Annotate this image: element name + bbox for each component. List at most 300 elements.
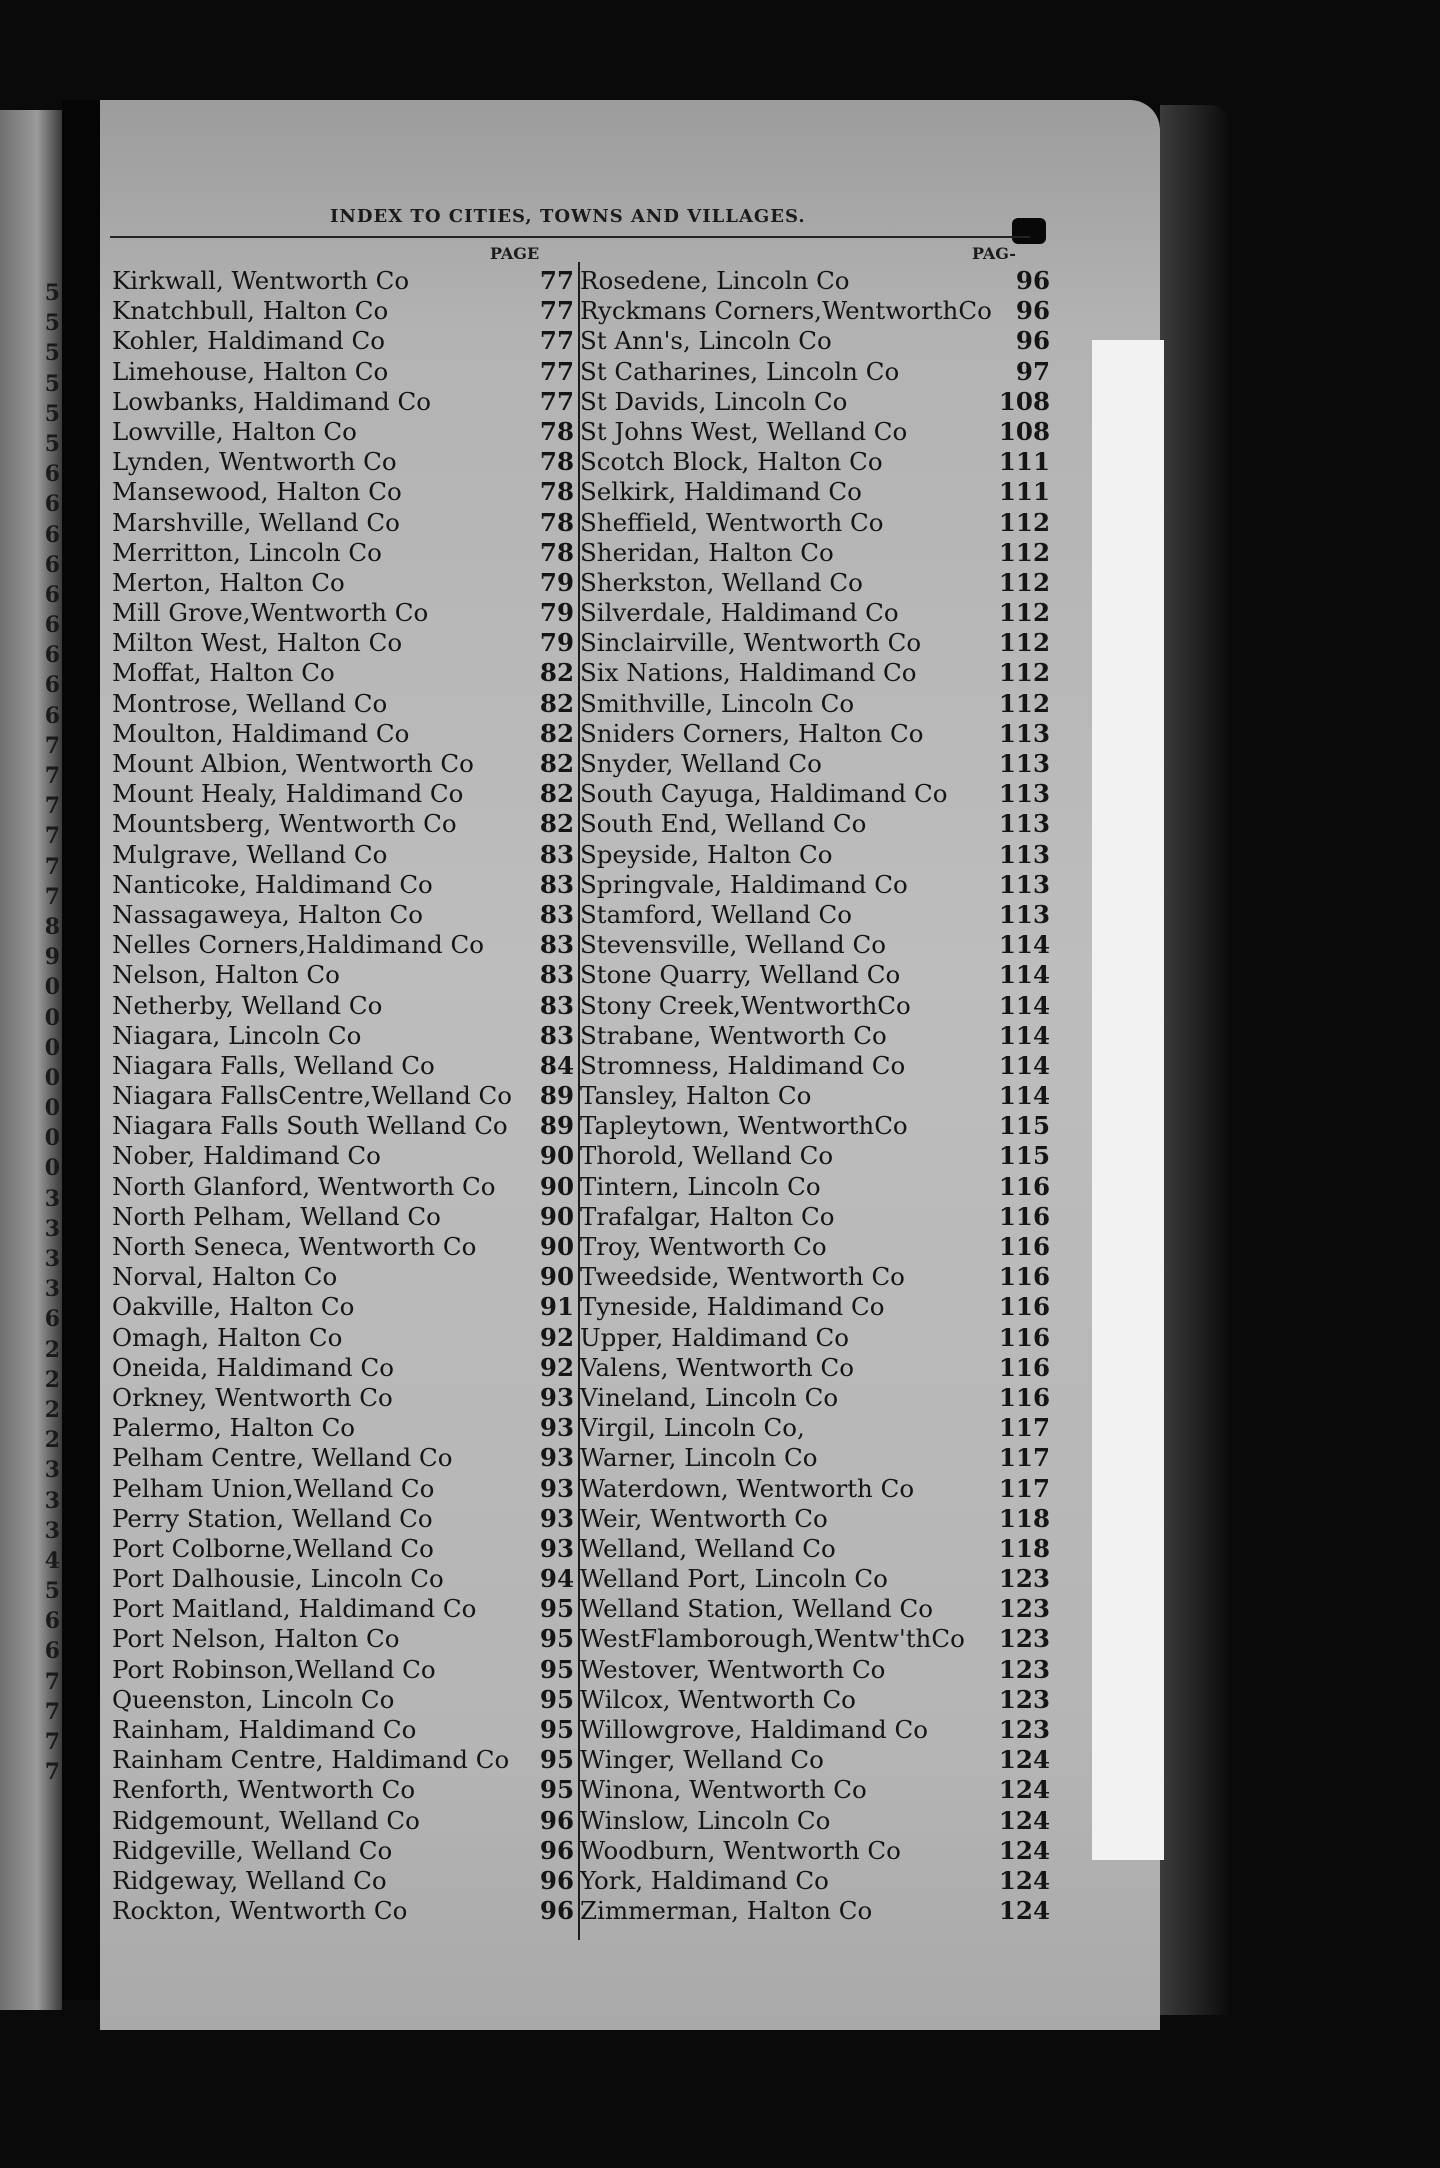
place-name: Lynden, Wentworth Co — [112, 447, 397, 477]
index-entry — [112, 1141, 574, 1171]
place-name: Perry Station, Welland Co — [112, 1503, 433, 1533]
page-number: 77 — [539, 326, 574, 356]
page-number: 113 — [998, 869, 1050, 899]
index-entry — [112, 1202, 574, 1232]
margin-number: 2 — [44, 1427, 60, 1454]
page-number: 108 — [998, 416, 1050, 446]
header-rule — [110, 236, 1030, 238]
page-number: 114 — [998, 990, 1050, 1020]
page-number: 96 — [539, 1805, 574, 1835]
place-name: Omagh, Halton Co — [112, 1322, 343, 1352]
place-name: Nelson, Halton Co — [112, 960, 340, 990]
place-name: Tweedside, Wentworth Co — [580, 1262, 905, 1292]
index-entry — [580, 1866, 1050, 1896]
place-name: Norval, Halton Co — [112, 1262, 338, 1292]
margin-number: 3 — [44, 1457, 60, 1484]
index-entry — [580, 1232, 1050, 1262]
margin-number: 3 — [44, 1185, 60, 1212]
page-number: 79 — [539, 598, 574, 628]
index-entry — [580, 1323, 1050, 1353]
place-name: Woodburn, Wentworth Co — [580, 1835, 901, 1865]
index-entry — [580, 1806, 1050, 1836]
index-entry — [580, 266, 1050, 296]
place-name: Waterdown, Wentworth Co — [580, 1473, 915, 1503]
margin-number: 2 — [44, 1366, 60, 1393]
index-entry — [112, 1413, 574, 1443]
page-number: 77 — [539, 386, 574, 416]
place-name: Welland Port, Lincoln Co — [580, 1564, 888, 1594]
place-name: St Davids, Lincoln Co — [580, 386, 848, 416]
index-entry — [580, 1745, 1050, 1775]
place-name: St Ann's, Lincoln Co — [580, 326, 832, 356]
index-entry — [112, 628, 574, 658]
place-name: Port Colborne,Welland Co — [112, 1533, 434, 1563]
place-name: Pelham Union,Welland Co — [112, 1473, 435, 1503]
page-number: 82 — [539, 688, 574, 718]
margin-number: 0 — [44, 1125, 60, 1152]
place-name: Nanticoke, Haldimand Co — [112, 869, 433, 899]
place-name: Nelles Corners,Haldimand Co — [112, 930, 484, 960]
margin-number: 7 — [44, 1668, 60, 1695]
place-name: Rainham Centre, Haldimand Co — [112, 1745, 510, 1775]
place-name: St Catharines, Lincoln Co — [580, 356, 900, 386]
index-entry — [112, 1051, 574, 1081]
index-entry — [112, 809, 574, 839]
margin-number: 9 — [44, 944, 60, 971]
index-entry — [112, 1745, 574, 1775]
place-name: Port Robinson,Welland Co — [112, 1654, 436, 1684]
margin-number: 0 — [44, 1034, 60, 1061]
place-name: Vineland, Lincoln Co — [580, 1382, 839, 1412]
place-name: Netherby, Welland Co — [112, 990, 383, 1020]
index-entry — [112, 1866, 574, 1896]
page-title: INDEX TO CITIES, TOWNS AND VILLAGES. — [330, 206, 806, 227]
place-name: Tansley, Halton Co — [580, 1081, 812, 1111]
index-entry — [580, 628, 1050, 658]
page-number: 93 — [539, 1473, 574, 1503]
page-number: 115 — [998, 1111, 1050, 1141]
index-entry — [112, 1806, 574, 1836]
page-edge-shadow — [1160, 105, 1230, 2015]
page-number: 96 — [539, 1896, 574, 1926]
place-name: Scotch Block, Halton Co — [580, 447, 883, 477]
place-name: Warner, Lincoln Co — [580, 1443, 818, 1473]
place-name: Westover, Wentworth Co — [580, 1654, 886, 1684]
page-number: 83 — [539, 839, 574, 869]
page-number: 89 — [539, 1081, 574, 1111]
margin-number: 6 — [44, 521, 60, 548]
page-number: 116 — [998, 1292, 1050, 1322]
place-name: Merritton, Lincoln Co — [112, 537, 382, 567]
index-entry — [112, 266, 574, 296]
margin-number: 5 — [44, 280, 60, 306]
page-number: 82 — [539, 658, 574, 688]
page-number: 90 — [539, 1141, 574, 1171]
margin-number: 6 — [44, 581, 60, 608]
margin-number: 2 — [44, 1396, 60, 1423]
place-name: St Johns West, Welland Co — [580, 416, 908, 446]
index-entry — [112, 417, 574, 447]
index-entry — [580, 1292, 1050, 1322]
place-name: Troy, Wentworth Co — [580, 1232, 827, 1261]
margin-number: 5 — [44, 340, 60, 367]
page-number: 82 — [539, 718, 574, 748]
place-name: Zimmerman, Halton Co — [580, 1896, 873, 1926]
index-entry — [112, 749, 574, 779]
page-number: 108 — [998, 386, 1050, 416]
margin-number: 7 — [44, 732, 60, 759]
page-number: 95 — [539, 1745, 574, 1775]
place-name: Oakville, Halton Co — [112, 1292, 355, 1322]
place-name: Niagara Falls, Welland Co — [112, 1050, 435, 1080]
page-number: 111 — [998, 447, 1050, 477]
page-number: 79 — [539, 567, 574, 597]
margin-number: 7 — [44, 1729, 60, 1755]
place-name: Stone Quarry, Welland Co — [580, 960, 901, 990]
index-column-left — [112, 266, 574, 1926]
page-number: 95 — [539, 1654, 574, 1684]
index-entry — [112, 1262, 574, 1292]
margin-number: 4 — [44, 1547, 60, 1574]
index-entry — [580, 749, 1050, 779]
index-entry — [580, 1594, 1050, 1624]
place-name: Kohler, Haldimand Co — [112, 326, 386, 356]
index-entry — [112, 991, 574, 1021]
page-number: 82 — [539, 749, 574, 778]
place-name: Kirkwall, Wentworth Co — [112, 266, 410, 295]
page-number: 117 — [998, 1473, 1050, 1503]
index-entry — [112, 1624, 574, 1654]
place-name: Oneida, Haldimand Co — [112, 1352, 394, 1382]
page-number: 116 — [998, 1322, 1050, 1352]
place-name: Silverdale, Haldimand Co — [580, 598, 899, 628]
page-number: 78 — [539, 447, 574, 477]
page-number: 112 — [998, 688, 1050, 718]
place-name: Rainham, Haldimand Co — [112, 1715, 417, 1744]
index-entry — [112, 477, 574, 507]
page-number: 116 — [998, 1262, 1050, 1292]
margin-number: 7 — [44, 1698, 60, 1725]
page-number: 117 — [998, 1443, 1050, 1473]
page-number: 95 — [539, 1684, 574, 1714]
page-number: 123 — [998, 1654, 1050, 1684]
index-entry — [112, 1292, 574, 1322]
place-name: Winger, Welland Co — [580, 1745, 824, 1775]
margin-number: 0 — [44, 1095, 60, 1122]
margin-number: 3 — [44, 1517, 60, 1544]
place-name: Rockton, Wentworth Co — [112, 1896, 408, 1926]
place-name: Trafalgar, Halton Co — [580, 1201, 835, 1231]
index-entry — [580, 658, 1050, 688]
index-entry — [112, 1715, 574, 1745]
page-number: 83 — [539, 899, 574, 929]
index-entry — [112, 447, 574, 477]
place-name: Moffat, Halton Co — [112, 658, 335, 688]
margin-number: 7 — [44, 823, 60, 850]
page-number: 83 — [539, 990, 574, 1020]
page-number: 78 — [539, 477, 574, 507]
place-name: Knatchbull, Halton Co — [112, 296, 389, 326]
page-number: 113 — [998, 718, 1050, 748]
page-column-heading-left: PAGE — [490, 244, 540, 263]
margin-number: 6 — [44, 461, 60, 488]
page-number: 78 — [539, 507, 574, 537]
place-name: Stromness, Haldimand Co — [580, 1050, 906, 1080]
index-column-right — [580, 266, 1050, 1926]
place-name: Winslow, Lincoln Co — [580, 1805, 831, 1835]
page-number: 83 — [539, 960, 574, 990]
page-number: 89 — [539, 1111, 574, 1141]
index-entry — [580, 447, 1050, 477]
place-name: Tyneside, Haldimand Co — [580, 1292, 885, 1322]
index-entry — [112, 1474, 574, 1504]
page-number: 113 — [998, 779, 1050, 809]
page-number: 116 — [998, 1382, 1050, 1412]
index-entry — [580, 1111, 1050, 1141]
index-entry — [112, 296, 574, 326]
index-entry — [112, 387, 574, 417]
page-number: 96 — [1015, 266, 1050, 295]
margin-number: 5 — [44, 370, 60, 397]
margin-number: 0 — [44, 974, 60, 1001]
page-number: 90 — [539, 1262, 574, 1292]
index-entry — [112, 1081, 574, 1111]
index-entry — [112, 930, 574, 960]
page-number: 84 — [539, 1050, 574, 1080]
index-entry — [580, 296, 1050, 326]
place-name: Niagara, Lincoln Co — [112, 1020, 362, 1050]
page-number: 124 — [998, 1865, 1050, 1895]
index-entry — [112, 508, 574, 538]
page-number: 124 — [998, 1896, 1050, 1926]
index-entry — [580, 930, 1050, 960]
margin-number: 6 — [44, 702, 60, 729]
page-number: 95 — [539, 1715, 574, 1744]
margin-number: 2 — [44, 1336, 60, 1363]
blank-margin-patch — [1092, 340, 1164, 1860]
page-number: 97 — [1015, 356, 1050, 386]
index-entry — [112, 1323, 574, 1353]
page-number: 93 — [539, 1533, 574, 1563]
margin-number: 0 — [44, 1004, 60, 1031]
index-entry — [112, 719, 574, 749]
margin-number: 0 — [44, 1155, 60, 1182]
place-name: South End, Welland Co — [580, 809, 867, 839]
page-number: 83 — [539, 869, 574, 899]
page-number: 83 — [539, 930, 574, 960]
page-number: 123 — [998, 1624, 1050, 1654]
index-entry — [580, 1172, 1050, 1202]
index-entry — [112, 1836, 574, 1866]
page-number: 114 — [998, 1081, 1050, 1111]
index-entry — [112, 1534, 574, 1564]
index-entry — [580, 477, 1050, 507]
margin-number: 3 — [44, 1215, 60, 1242]
place-name: Mansewood, Halton Co — [112, 477, 402, 507]
place-name: Stevensville, Welland Co — [580, 930, 886, 960]
place-name: Niagara Falls South Welland Co — [112, 1111, 508, 1141]
margin-number: 6 — [44, 642, 60, 669]
place-name: Thorold, Welland Co — [580, 1141, 834, 1171]
place-name: Port Nelson, Halton Co — [112, 1624, 400, 1654]
page-number: 77 — [539, 356, 574, 386]
index-entry — [112, 870, 574, 900]
page-number: 114 — [998, 1020, 1050, 1050]
index-entry — [580, 1262, 1050, 1292]
place-name: Sniders Corners, Halton Co — [580, 718, 924, 748]
index-entry — [112, 840, 574, 870]
index-entry — [580, 809, 1050, 839]
place-name: Upper, Haldimand Co — [580, 1322, 850, 1352]
index-entry — [112, 1383, 574, 1413]
place-name: Sinclairville, Wentworth Co — [580, 628, 922, 658]
index-entry — [580, 960, 1050, 990]
place-name: Nober, Haldimand Co — [112, 1141, 381, 1171]
page-number: 83 — [539, 1020, 574, 1050]
index-entry — [580, 870, 1050, 900]
place-name: Willowgrove, Haldimand Co — [580, 1715, 928, 1744]
place-name: Springvale, Haldimand Co — [580, 869, 908, 899]
page-number: 79 — [539, 628, 574, 658]
place-name: Mulgrave, Welland Co — [112, 839, 388, 869]
index-entry — [580, 779, 1050, 809]
index-entry — [580, 1443, 1050, 1473]
page-number: 112 — [998, 598, 1050, 628]
page-number: 124 — [998, 1835, 1050, 1865]
place-name: Mount Albion, Wentworth Co — [112, 749, 474, 778]
index-entry — [112, 1685, 574, 1715]
index-entry — [580, 1685, 1050, 1715]
place-name: Milton West, Halton Co — [112, 628, 403, 658]
page-number: 82 — [539, 779, 574, 809]
page-number: 77 — [539, 296, 574, 326]
index-entry — [112, 1353, 574, 1383]
place-name: Winona, Wentworth Co — [580, 1775, 867, 1805]
page-number: 116 — [998, 1171, 1050, 1201]
index-entry — [112, 1232, 574, 1262]
index-entry — [112, 1594, 574, 1624]
place-name: Stony Creek,WentworthCo — [580, 990, 911, 1020]
page-number: 117 — [998, 1413, 1050, 1443]
index-entry — [112, 658, 574, 688]
page-number: 95 — [539, 1594, 574, 1624]
page-number: 93 — [539, 1382, 574, 1412]
margin-number: 3 — [44, 1487, 60, 1514]
place-name: Ridgeway, Welland Co — [112, 1865, 387, 1895]
index-entry — [112, 1021, 574, 1051]
place-name: Ryckmans Corners,WentworthCo — [580, 296, 992, 326]
margin-number: 7 — [44, 793, 60, 820]
page-number: 96 — [1015, 296, 1050, 326]
place-name: Port Maitland, Haldimand Co — [112, 1594, 477, 1624]
page-number: 114 — [998, 930, 1050, 960]
index-entry — [580, 1896, 1050, 1926]
index-entry — [580, 991, 1050, 1021]
index-entry — [112, 1504, 574, 1534]
page-number: 113 — [998, 839, 1050, 869]
page-number: 77 — [539, 266, 574, 295]
place-name: Queenston, Lincoln Co — [112, 1684, 395, 1714]
place-name: Six Nations, Haldimand Co — [580, 658, 917, 688]
place-name: Limehouse, Halton Co — [112, 356, 389, 386]
place-name: Welland, Welland Co — [580, 1533, 836, 1563]
index-entry — [112, 960, 574, 990]
place-name: Montrose, Welland Co — [112, 688, 388, 718]
place-name: North Seneca, Wentworth Co — [112, 1232, 477, 1261]
place-name: South Cayuga, Haldimand Co — [580, 779, 948, 809]
index-entry — [580, 840, 1050, 870]
place-name: Ridgemount, Welland Co — [112, 1805, 420, 1835]
margin-number: 5 — [44, 310, 60, 337]
page-number: 112 — [998, 507, 1050, 537]
page-number: 118 — [998, 1533, 1050, 1563]
page-number: 94 — [539, 1564, 574, 1594]
page-number: 82 — [539, 809, 574, 839]
place-name: Sherkston, Welland Co — [580, 567, 863, 597]
page-number: 112 — [998, 658, 1050, 688]
place-name: Tapleytown, WentworthCo — [580, 1111, 908, 1141]
index-entry — [112, 568, 574, 598]
index-entry — [580, 1715, 1050, 1745]
index-entry — [112, 538, 574, 568]
page-number: 96 — [1015, 326, 1050, 356]
margin-number: 6 — [44, 551, 60, 578]
index-entry — [112, 1443, 574, 1473]
page-number: 111 — [998, 477, 1050, 507]
place-name: Smithville, Lincoln Co — [580, 688, 855, 718]
index-entry — [580, 387, 1050, 417]
page-number: 90 — [539, 1171, 574, 1201]
previous-page-numbers — [0, 278, 60, 1787]
page-number: 123 — [998, 1684, 1050, 1714]
place-name: Port Dalhousie, Lincoln Co — [112, 1564, 444, 1594]
place-name: Marshville, Welland Co — [112, 507, 400, 537]
page-tab-marker — [1012, 218, 1046, 244]
index-entry — [112, 1172, 574, 1202]
margin-number: 6 — [44, 612, 60, 639]
place-name: Moulton, Haldimand Co — [112, 718, 410, 748]
index-entry — [580, 1775, 1050, 1805]
index-entry — [580, 1021, 1050, 1051]
page-column-heading-right: PAG- — [972, 244, 1016, 263]
place-name: Orkney, Wentworth Co — [112, 1382, 393, 1412]
index-entry — [580, 1836, 1050, 1866]
index-entry — [580, 1081, 1050, 1111]
page-number: 91 — [539, 1292, 574, 1322]
index-entry — [112, 326, 574, 356]
margin-number: 6 — [44, 1306, 60, 1333]
page-number: 95 — [539, 1624, 574, 1654]
page-number: 96 — [539, 1835, 574, 1865]
index-entry — [580, 1413, 1050, 1443]
page-number: 78 — [539, 537, 574, 567]
place-name: North Glanford, Wentworth Co — [112, 1171, 496, 1201]
page-number: 95 — [539, 1775, 574, 1805]
page-number: 116 — [998, 1352, 1050, 1382]
place-name: Mill Grove,Wentworth Co — [112, 598, 429, 628]
place-name: Ridgeville, Welland Co — [112, 1835, 393, 1865]
index-entry — [580, 326, 1050, 356]
index-entry — [580, 598, 1050, 628]
page-number: 114 — [998, 960, 1050, 990]
page-number: 112 — [998, 537, 1050, 567]
page-number: 115 — [998, 1141, 1050, 1171]
margin-number: 7 — [44, 1759, 60, 1786]
page-number: 124 — [998, 1775, 1050, 1805]
index-entry — [580, 1564, 1050, 1594]
margin-number: 7 — [44, 883, 60, 910]
place-name: Lowbanks, Haldimand Co — [112, 386, 431, 416]
